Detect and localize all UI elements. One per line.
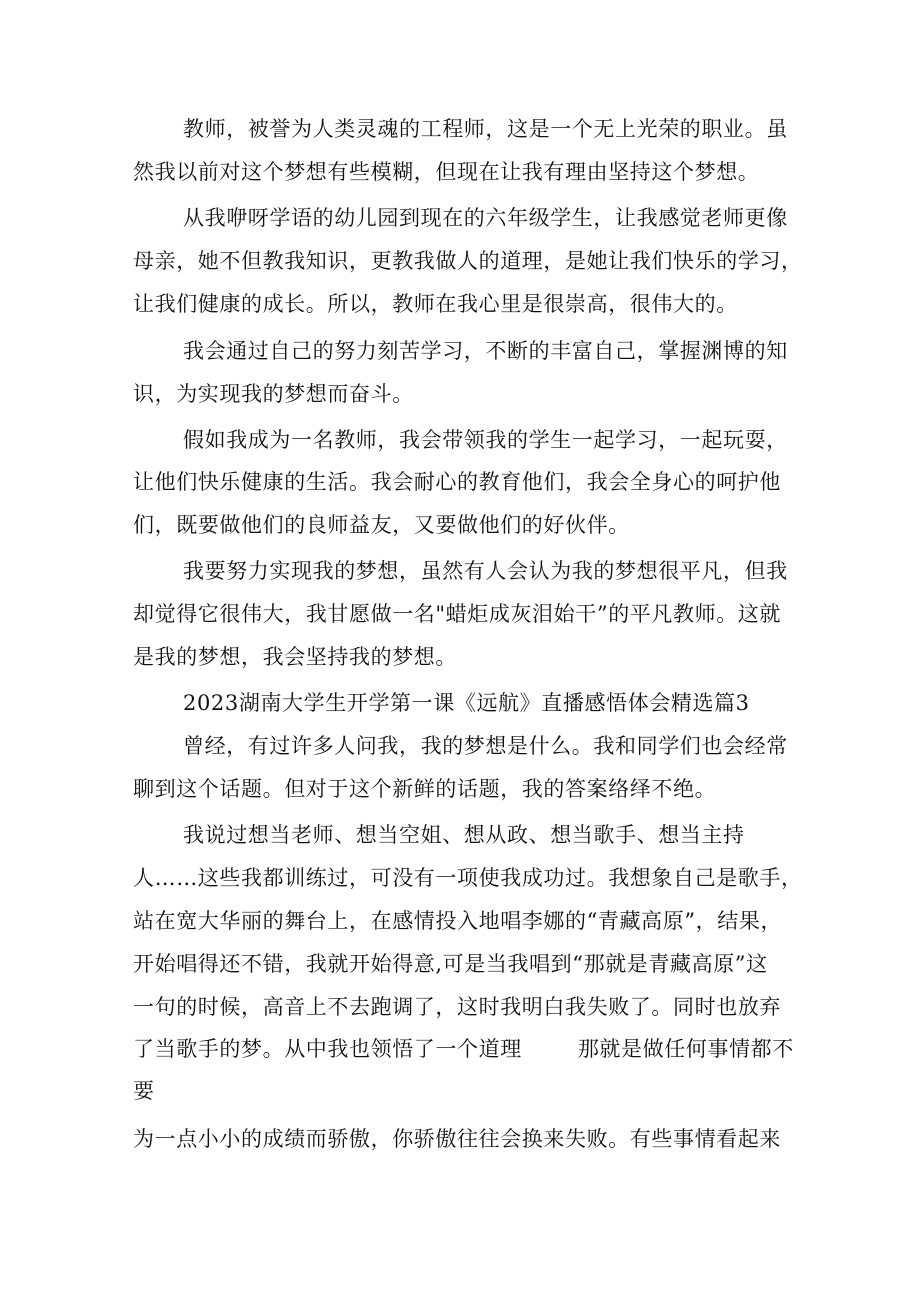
text-line: 识，为实现我的梦想而奋斗。 [133,382,414,406]
text-fragment-right: 那就是做任何事情都不 [577,1037,794,1061]
text-line: 让我们健康的成长。所以，教师在我心里是很崇高，很伟大的。 [133,292,738,316]
text-line: 是我的梦想，我会坚持我的梦想。 [133,645,457,669]
text-line: 要 [133,1079,155,1103]
text-line: 开始唱得还不错，我就开始得意,可是当我唱到“那就是青藏高原”这 [133,952,768,976]
text-line: 聊到这个话题。但对于这个新鲜的话题，我的答案络绎不绝。 [133,777,717,801]
text-line: 却觉得它很伟大，我甘愿做一名"蜡炬成灰泪始干”的平凡教师。这就 [133,602,781,626]
text-line: 然我以前对这个梦想有些模糊，但现在让我有理由坚持这个梦想。 [133,160,760,184]
text-line: 站在宽大华丽的舞台上，在感情投入地唱李娜的“青藏高原”，结果， [133,909,783,933]
text-line: 教师，被誉为人类灵魂的工程师，这是一个无上光荣的职业。虽 [183,117,788,141]
text-line: 一句的时候，高音上不去跑调了，这时我明白我失败了。同时也放弃 [133,995,781,1019]
section-heading: 2023湖南大学生开学第一课《远航》直播感悟体会精选篇3 [183,691,750,715]
text-line: 为一点小小的成绩而骄傲，你骄傲往往会换来失败。有些事情看起来 [133,1127,781,1151]
text-line: 们，既要做他们的良师益友，又要做他们的好伙伴。 [133,513,630,537]
split-text-line [133,1037,805,1061]
text-line: 曾经，有过许多人问我，我的梦想是什么。我和同学们也会经常 [183,734,788,758]
text-line: 母亲，她不但教我知识，更教我做人的道理，是她让我们快乐的学习， [133,249,803,273]
text-line: 从我咿呀学语的幼儿园到现在的六年级学生，让我感觉老师更像 [183,206,788,230]
text-fragment-left: 了当歌手的梦。从中我也领悟了一个道理 [133,1037,522,1061]
text-line: 我说过想当老师、想当空姐、想从政、想当歌手、想当主持 [183,823,745,847]
text-line: 假如我成为一名教师，我会带领我的学生一起学习，一起玩耍， [183,428,788,452]
text-line: 我要努力实现我的梦想，虽然有人会认为我的梦想很平凡，但我 [183,559,788,583]
text-line: 让他们快乐健康的生活。我会耐心的教育他们，我会全身心的呵护他 [133,470,781,494]
text-line: 我会通过自己的努力刻苦学习，不断的丰富自己，掌握渊博的知 [183,339,788,363]
text-line: 人……这些我都训练过，可没有一项使我成功过。我想象自己是歌手， [133,866,803,890]
